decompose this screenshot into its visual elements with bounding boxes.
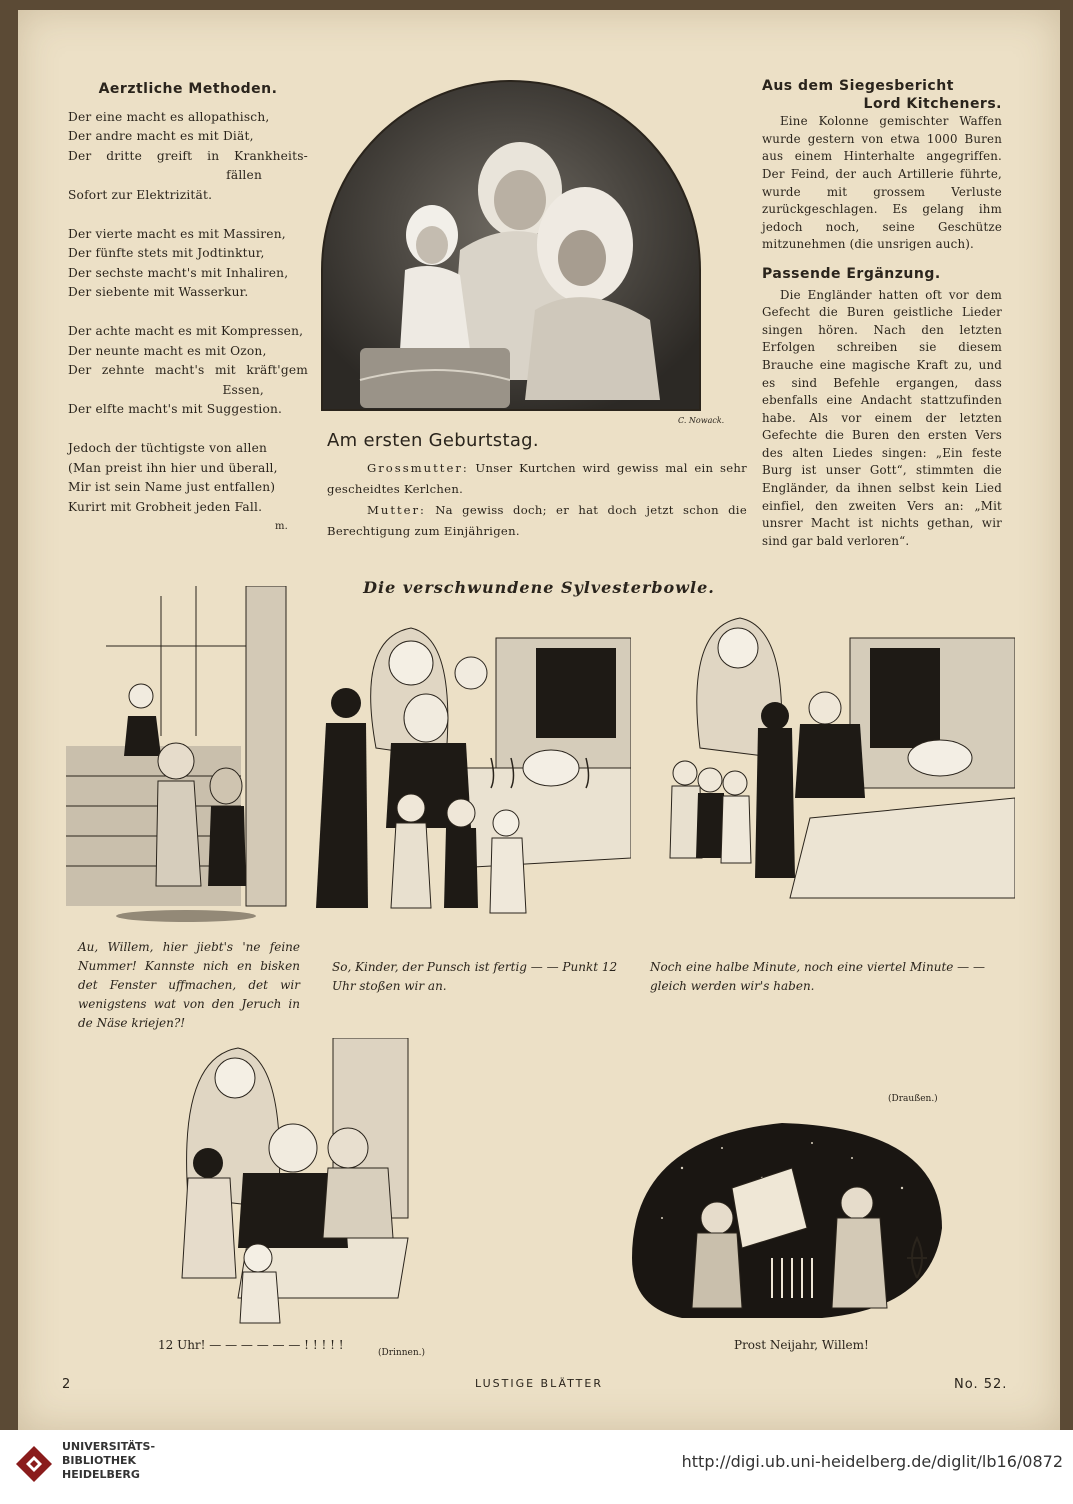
panel-5-illustration <box>622 1108 952 1328</box>
poem-line: Der fünfte stets mit Jodtinktur, <box>68 246 265 261</box>
page-number: 2 <box>62 1377 73 1392</box>
poem-line: Der achte macht es mit Kompressen, <box>68 323 304 338</box>
panel-1-caption: Au, Willem, hier jiebt's 'ne feine Nummer! Kannste nich en bisken det Fenster uffmachen, det wir wenigstens wat von den Jeruch in de Näse kriejen?! <box>78 940 300 1030</box>
panel-3-illustration <box>630 608 1015 908</box>
poem-signature: m. <box>274 521 288 533</box>
speaker-grossmutter: Grossmutter: <box>367 461 469 475</box>
right-column <box>762 78 1002 550</box>
poem-line: Mir ist sein Name just entfallen) <box>68 480 276 495</box>
panel-5-caption: Prost Neijahr, Willem! <box>734 1338 869 1352</box>
panel-4-illustration <box>158 1038 458 1328</box>
poem-line: Der dritte greift in Krankheits- <box>68 148 308 163</box>
comic-panel-1 <box>66 586 296 926</box>
panel-5-label: (Draußen.) <box>888 1094 938 1104</box>
poem-line: Der vierte macht es mit Massiren, <box>68 226 286 241</box>
photo-credit: C. Nowack. <box>678 416 725 425</box>
photo-illustration <box>320 80 702 440</box>
photo-dialogue <box>327 458 747 542</box>
photo-caption-title: Am ersten Geburtstag. <box>327 430 539 451</box>
magazine-page <box>18 10 1060 1430</box>
left-poem <box>68 80 308 537</box>
poem-line: Der elfte macht's mit Suggestion. <box>68 402 283 417</box>
speaker-mutter: Mutter: <box>367 503 426 517</box>
poem-line: Der siebente mit Wasserkur. <box>68 285 249 300</box>
panel-2-caption: So, Kinder, der Punsch ist fertig — — Punkt 12 Uhr stoßen wir an. <box>332 960 618 993</box>
library-logo-icon <box>12 1442 56 1486</box>
comic-panel-4 <box>158 1038 458 1328</box>
dialogue-line: Unser Kurtchen wird gewiss mal ein sehr gescheidtes Kerlchen. <box>327 461 747 496</box>
dialogue-line: Na gewiss doch; er hat doch jetzt schon die Berechtigung zum Einjährigen. <box>327 503 747 538</box>
poem-line: Jedoch der tüchtigste von allen <box>68 440 268 455</box>
issue-number: No. 52. <box>954 1377 1008 1392</box>
poem-line: Der zehnte macht's mit kräft'gem <box>68 363 308 378</box>
panel-4-caption: 12 Uhr! — — — — — — ! ! ! ! ! <box>158 1338 344 1352</box>
library-name-line: BIBLIOTHEK <box>62 1454 137 1467</box>
panel-4-label: (Drinnen.) <box>378 1348 425 1358</box>
poem-line: fällen <box>226 168 262 183</box>
poem-line: (Man preist ihn hier und überall, <box>68 460 278 475</box>
library-name-line: UNIVERSITÄTS- <box>62 1440 156 1453</box>
article-title-1b: Lord Kitcheners. <box>863 95 1002 112</box>
poem-line: Der eine macht es allopathisch, <box>68 109 270 124</box>
permalink-url[interactable]: http://digi.ub.uni-heidelberg.de/diglit/lb16/0872 <box>681 1452 1063 1471</box>
comic-panel-2 <box>296 618 631 928</box>
comic-panel-3 <box>630 608 1015 908</box>
article-title-2: Passende Ergänzung. <box>762 265 941 282</box>
article-text-2: Die Engländer hatten oft vor dem Gefecht die Buren geistliche Lieder singen hören. Nach den letzten Erfolgen schreiben sie diesem Brauche eine magische Kraft zu, und es sind Befehle ergangen, dass ebenfalls eine Andacht stattzufinden habe. Als vor einem der letzten Gefechte die Buren den ersten Vers des alten Liedes singen: „Ein feste Burg ist unser Gott“, stimmten die Engländer, da ihnen selbst kein Lied einfiel, den zweiten Vers an: „Mit unsrer Macht ist nichts gethan, wir sind gar bald verloren“. <box>762 287 1002 548</box>
magazine-name: LUSTIGE BLÄTTER <box>475 1377 603 1390</box>
poem-line: Sofort zur Elektrizität. <box>68 187 213 202</box>
poem-title: Aerztliche Methoden. <box>98 81 278 97</box>
article-text-1: Eine Kolonne gemischter Waffen wurde gestern von etwa 1000 Buren aus einem Hinterhalte angegriffen. Der Feind, der auch Artillerie führte, wurde mit grossem Verluste zurückgeschlagen. Es gelang ihm jedoch noch, seine Geschütze mitzunehmen (die unsrigen auch). <box>762 114 1002 252</box>
article-title-1a: Aus dem Siegesbericht <box>762 78 954 94</box>
poem-line: Essen, <box>222 382 264 397</box>
library-name <box>62 1440 155 1482</box>
comic-panel-5 <box>622 1108 952 1328</box>
panel-2-illustration <box>296 618 631 928</box>
poem-line: Der sechste macht's mit Inhaliren, <box>68 265 289 280</box>
panel-3-caption: Noch eine halbe Minute, noch eine viertel Minute — — gleich werden wir's haben. <box>650 960 985 993</box>
panel-1-illustration <box>66 586 296 926</box>
comic-title: Die verschwundene Sylvesterbowle. <box>363 578 715 597</box>
poem-line: Der andre macht es mit Diät, <box>68 129 254 144</box>
library-name-line: HEIDELBERG <box>62 1468 140 1481</box>
poem-line: Der neunte macht es mit Ozon, <box>68 343 267 358</box>
poem-line: Kurirt mit Grobheit jeden Fall. <box>68 499 263 514</box>
birthday-photo <box>320 80 702 440</box>
